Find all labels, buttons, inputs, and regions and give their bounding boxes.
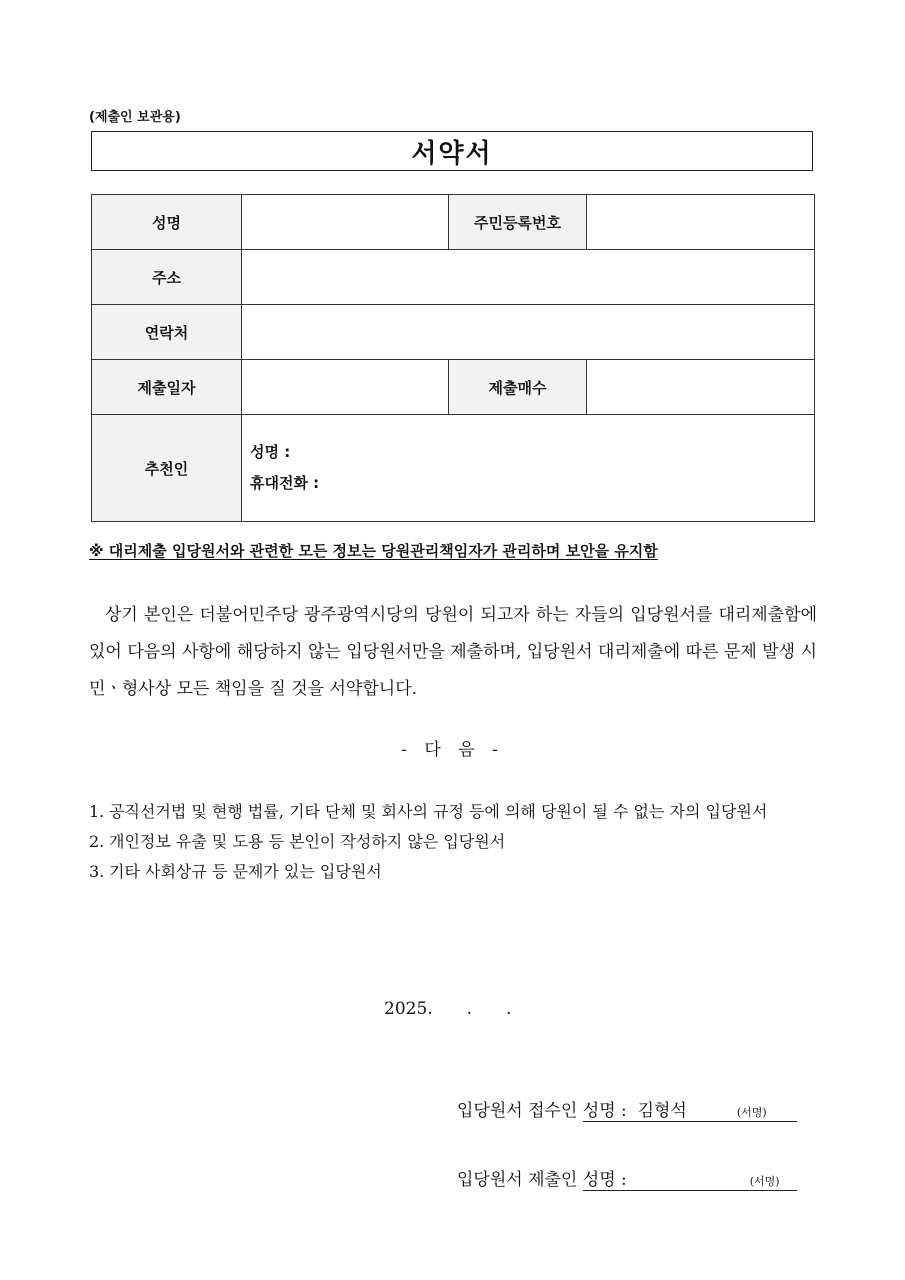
address-label: 주소 (92, 250, 242, 305)
recommender-label: 추천인 (92, 415, 242, 522)
rrn-label: 주민등록번호 (449, 195, 587, 250)
list-item (89, 857, 819, 887)
submitter-sign-label: (서명) (749, 1175, 780, 1188)
receiver-role: 입당원서 접수인 (457, 1101, 578, 1121)
submit-date-label: 제출일자 (92, 360, 242, 415)
item-text: 공직선거법 및 현행 법률, 기타 단체 및 회사의 규정 등에 의해 당원이 될 수 없는 자의 입당원서 (109, 802, 768, 821)
table-row (92, 415, 815, 522)
item-number: 1. (89, 802, 105, 821)
submitter-signature-line[interactable] (583, 1165, 797, 1191)
receiver-name-label: 성명 : (582, 1101, 627, 1121)
date-line: 2025. . . (384, 999, 512, 1019)
submitter-signature (457, 1165, 797, 1191)
rrn-field[interactable] (587, 195, 815, 250)
table-row (92, 360, 815, 415)
contact-label: 연락처 (92, 305, 242, 360)
item-number: 2. (89, 832, 105, 851)
recommender-name-label: 성명 : (250, 443, 291, 461)
name-label: 성명 (92, 195, 242, 250)
list-item (89, 827, 819, 857)
copy-label: (제출인 보관용) (89, 110, 181, 125)
address-field[interactable] (242, 250, 815, 305)
security-notice: ※ 대리제출 입당원서와 관련한 모든 정보는 당원관리책임자가 관리하며 보안을 유지함 (89, 542, 658, 560)
contact-field[interactable] (242, 305, 815, 360)
table-row (92, 305, 815, 360)
item-text: 개인정보 유출 및 도용 등 본인이 작성하지 않은 입당원서 (109, 832, 506, 851)
document-title: 서약서 (91, 131, 813, 171)
table-row (92, 250, 815, 305)
submitter-role: 입당원서 제출인 (457, 1170, 578, 1190)
table-row (92, 195, 815, 250)
info-table (91, 194, 815, 522)
receiver-signature-line[interactable] (583, 1096, 797, 1122)
item-number: 3. (89, 862, 105, 881)
receiver-name: 김형석 (637, 1101, 687, 1121)
name-field[interactable] (242, 195, 449, 250)
submitter-name-label: 성명 : (582, 1170, 627, 1190)
receiver-signature (457, 1096, 797, 1122)
condition-list (89, 797, 819, 887)
following-heading: - 다 음 - (401, 740, 504, 760)
receiver-sign-label: (서명) (736, 1106, 767, 1119)
pledge-body: 상기 본인은 더불어민주당 광주광역시당의 당원이 되고자 하는 자들의 입당원서를 대리제출함에 있어 다음의 사항에 해당하지 않는 입당원서만을 제출하며, 입당원서 대리제출에 따른 문제 발생 시 민ㆍ형사상 모든 책임을 질 것을 서약합니다. (89, 605, 817, 699)
item-text: 기타 사회상규 등 문제가 있는 입당원서 (109, 862, 382, 881)
list-item (89, 797, 819, 827)
submit-date-field[interactable] (242, 360, 449, 415)
submit-count-label: 제출매수 (449, 360, 587, 415)
recommender-field[interactable] (242, 415, 815, 522)
recommender-phone-label: 휴대전화 : (250, 474, 320, 492)
submit-count-field[interactable] (587, 360, 815, 415)
